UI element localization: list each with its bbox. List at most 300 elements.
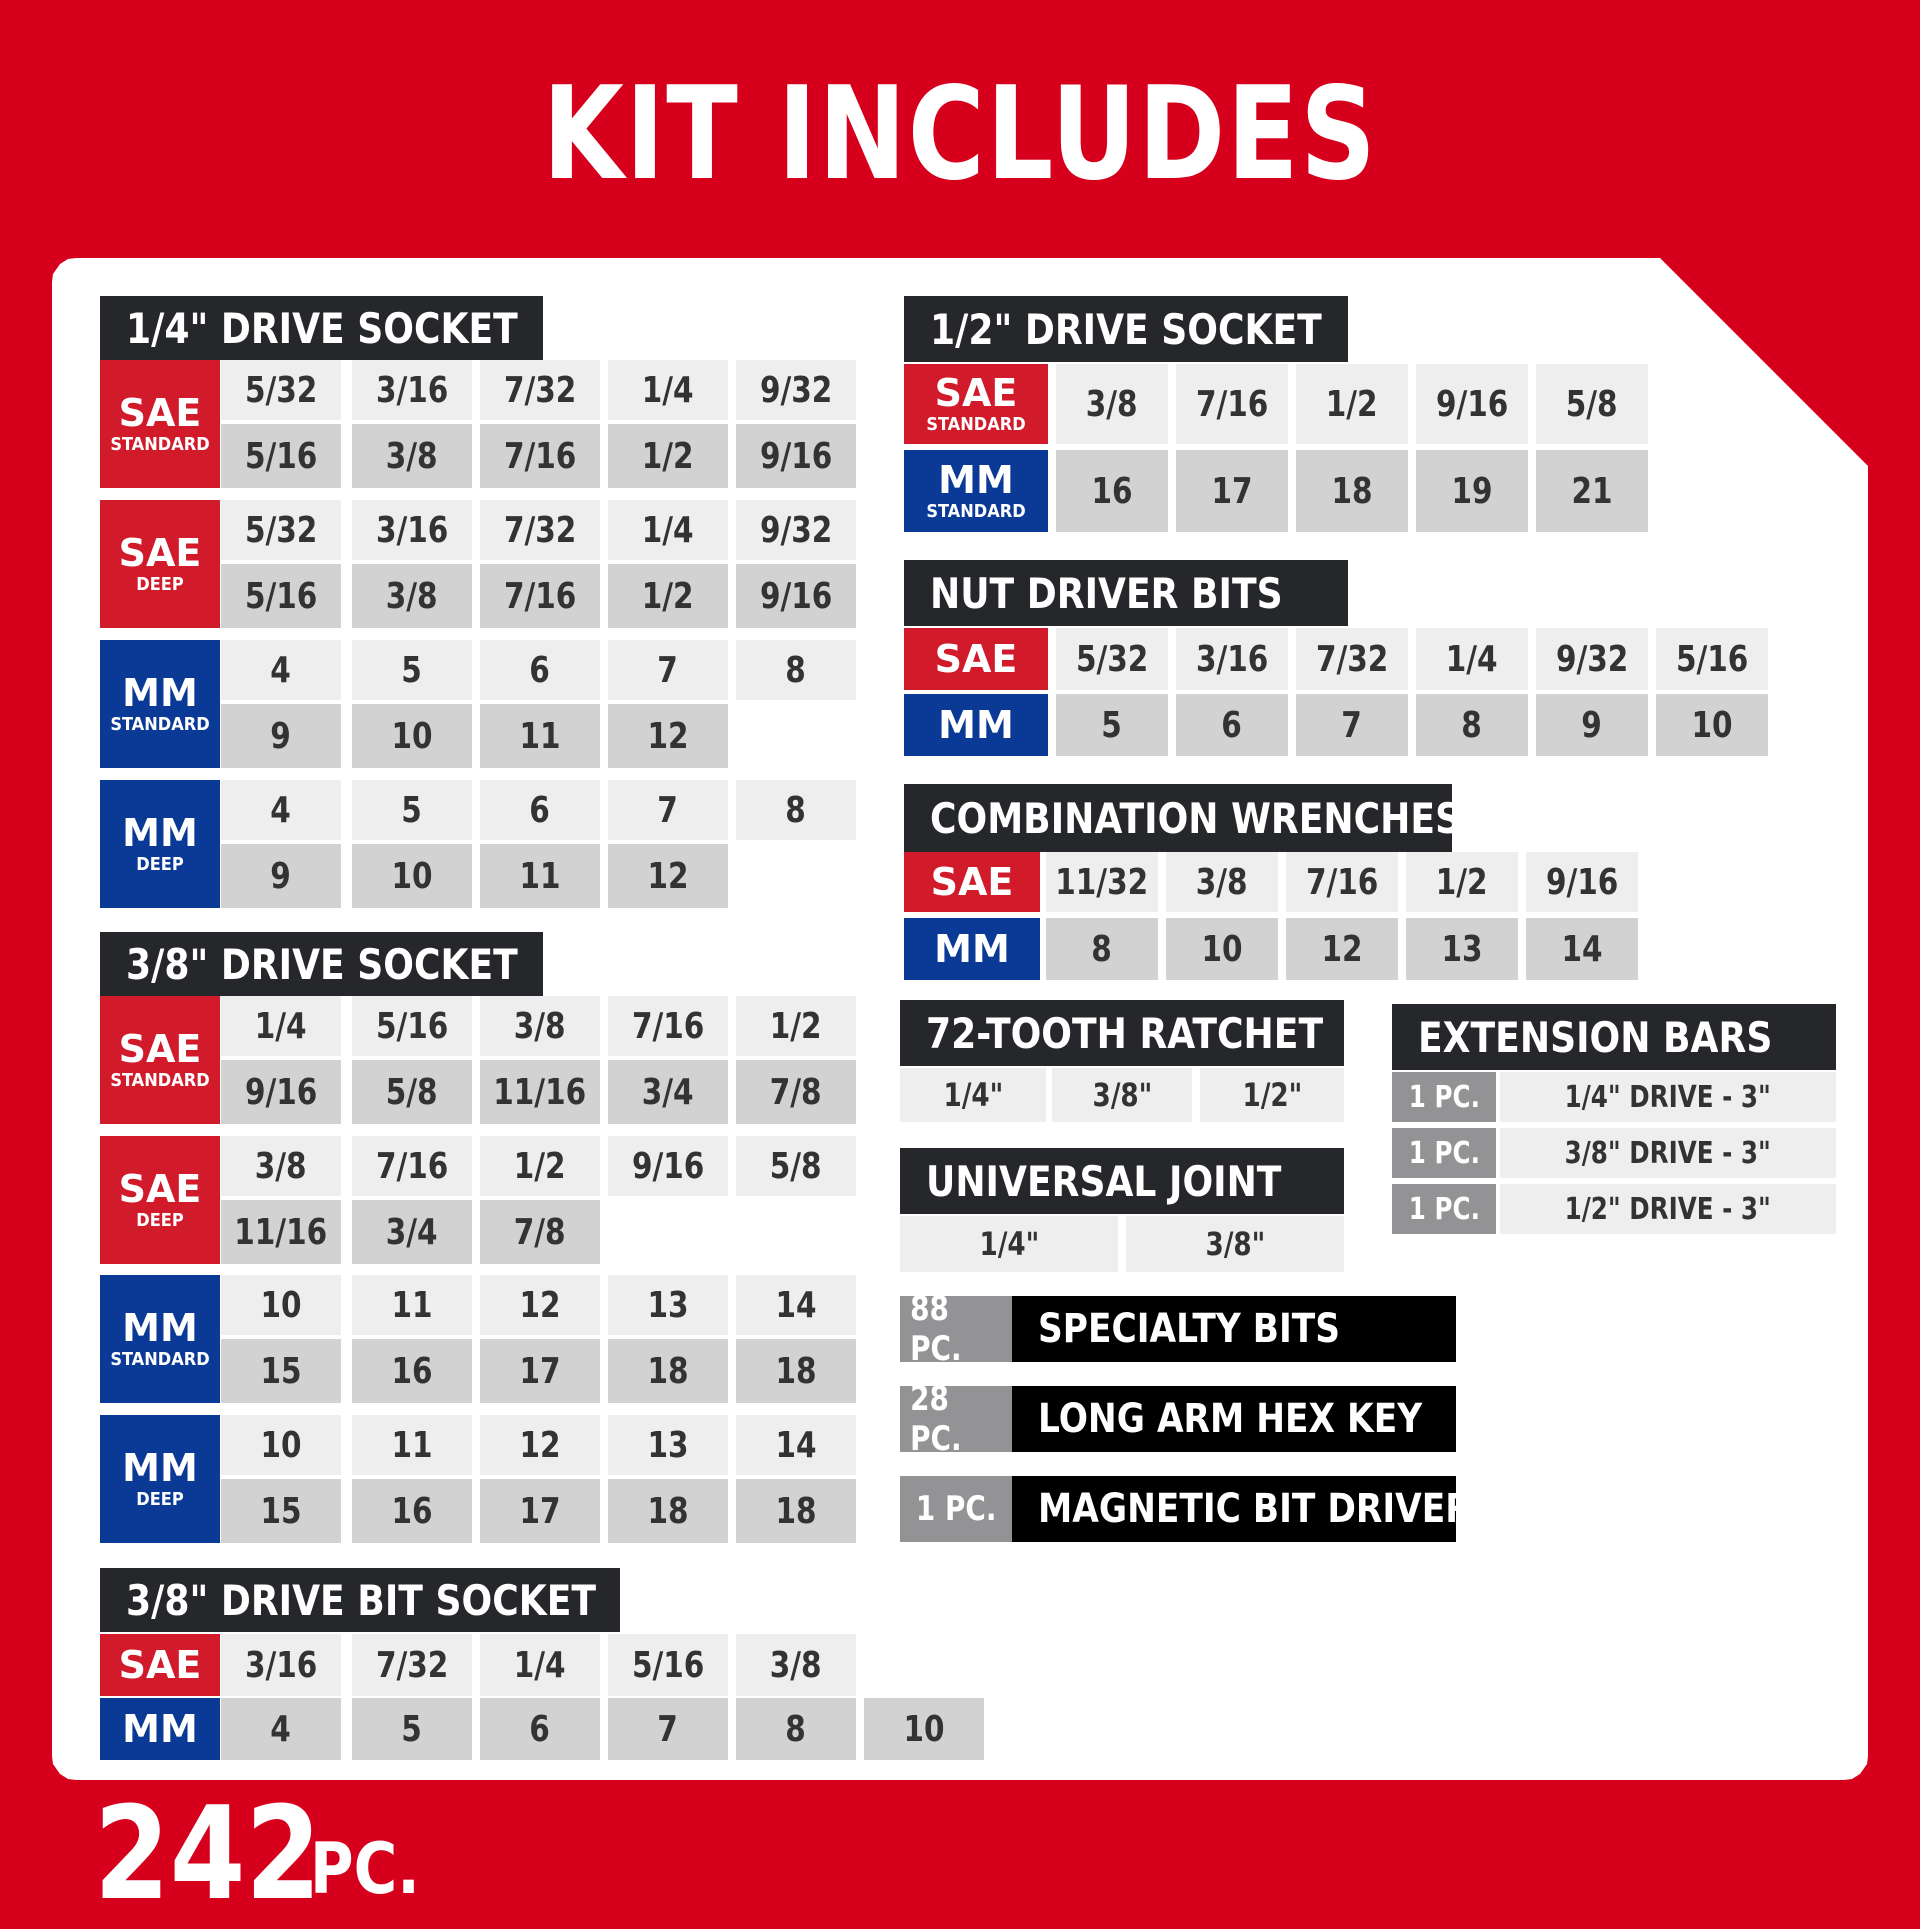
quarter_drive-group-1-label: SAE (118, 531, 202, 575)
quarter_drive-header-text: 1/4" DRIVE SOCKET (126, 303, 518, 353)
extension-desc (1500, 1072, 1836, 1122)
size-cell-text: 7/16 (375, 1145, 449, 1187)
size-cell-text: 16 (391, 1350, 433, 1392)
size-cell-text: 11/16 (234, 1211, 328, 1253)
size-cell (1176, 450, 1288, 532)
size-cell-text: 1/4 (255, 1005, 307, 1047)
size-cell-text: 17 (519, 1350, 561, 1392)
three_eighths_drive-group-2-label: MM (122, 1306, 198, 1350)
size-cell-text: 7 (657, 1708, 679, 1750)
size-cell (480, 360, 600, 420)
extra-item-name: MAGNETIC BIT DRIVER (1038, 1486, 1472, 1532)
size-cell (1046, 918, 1158, 980)
size-cell-text: 16 (391, 1490, 433, 1532)
size-cell-text: 12 (647, 855, 689, 897)
quarter_drive-group-3 (100, 780, 220, 908)
quarter_drive-group-1 (100, 500, 220, 628)
extension-desc-text: 1/4" DRIVE - 3" (1564, 1079, 1772, 1115)
combo-sae-label: SAE (930, 860, 1014, 904)
size-cell (608, 1634, 728, 1696)
size-cell-text: 12 (519, 1424, 561, 1466)
size-cell-text: 14 (775, 1284, 817, 1326)
size-cell-text: 8 (1091, 928, 1113, 970)
size-cell (608, 996, 728, 1056)
size-cell (736, 996, 856, 1056)
size-cell (1046, 852, 1158, 912)
size-cell (1056, 450, 1168, 532)
size-cell-text: 1/2 (770, 1005, 822, 1047)
three_eighths_drive-header-text: 3/8" DRIVE SOCKET (126, 939, 518, 989)
size-cell (352, 996, 472, 1056)
extension-desc-text: 3/8" DRIVE - 3" (1564, 1135, 1772, 1171)
size-cell-text: 5/16 (244, 575, 318, 617)
quarter_drive-group-3-sublabel: DEEP (136, 854, 184, 875)
size-cell-text: 9/16 (244, 1071, 318, 1113)
quarter_drive-group-2 (100, 640, 220, 768)
size-cell (221, 704, 341, 768)
size-cell-text: 10 (903, 1708, 945, 1750)
size-cell-text: 1/2 (1326, 383, 1378, 425)
size-cell-text: 15 (260, 1350, 302, 1392)
size-cell-text: 5 (1101, 704, 1123, 746)
size-cell (1056, 694, 1168, 756)
size-cell-text: 5 (401, 789, 423, 831)
three_eighths_drive-group-1 (100, 1136, 220, 1264)
size-cell-text: 3/4 (642, 1071, 694, 1113)
size-cell-text: 3/8 (1196, 861, 1248, 903)
size-cell (1406, 918, 1518, 980)
size-cell-text: 18 (775, 1350, 817, 1392)
size-cell (1656, 694, 1768, 756)
size-cell-text: 9 (270, 855, 292, 897)
size-cell-text: 9/16 (1435, 383, 1509, 425)
size-cell-text: 9/16 (759, 575, 833, 617)
size-cell (736, 1479, 856, 1543)
nut-driver-sae (904, 628, 1048, 690)
size-cell (352, 1698, 472, 1760)
size-cell (736, 564, 856, 628)
size-cell (352, 424, 472, 488)
combo-mm (904, 918, 1040, 980)
extension-desc (1500, 1184, 1836, 1234)
size-cell (608, 1060, 728, 1124)
size-cell-text: 13 (647, 1284, 689, 1326)
size-cell (608, 1339, 728, 1403)
size-cell (1056, 628, 1168, 690)
size-cell (221, 1698, 341, 1760)
size-cell-text: 1/2 (1436, 861, 1488, 903)
size-cell-text: 3/8" (1205, 1225, 1265, 1263)
size-cell (480, 1698, 600, 1760)
bit-socket-header (100, 1568, 620, 1632)
extra-item-0 (1012, 1296, 1456, 1362)
size-cell-text: 8 (1461, 704, 1483, 746)
size-cell (1536, 694, 1648, 756)
size-cell (221, 1200, 341, 1264)
qty-badge (1392, 1072, 1496, 1122)
size-cell (1126, 1216, 1344, 1272)
size-cell-text: 8 (785, 789, 807, 831)
size-cell-text: 7/32 (503, 369, 577, 411)
size-cell (1296, 628, 1408, 690)
combo-sae (904, 852, 1040, 912)
size-cell (1176, 694, 1288, 756)
quarter_drive-group-0-label: SAE (118, 391, 202, 435)
qty-badge-text: 1 PC. (1408, 1135, 1480, 1171)
size-cell (352, 780, 472, 840)
size-cell-text: 13 (1441, 928, 1483, 970)
qty-badge (1392, 1184, 1496, 1234)
half-drive-sae (904, 364, 1048, 444)
half-drive-header-text: 1/2" DRIVE SOCKET (930, 304, 1322, 354)
size-cell-text: 3/8 (386, 575, 438, 617)
extension-desc-text: 1/2" DRIVE - 3" (1564, 1191, 1772, 1227)
size-cell-text: 9 (270, 715, 292, 757)
size-cell-text: 4 (270, 1708, 292, 1750)
size-cell (1656, 628, 1768, 690)
size-cell (480, 500, 600, 560)
three_eighths_drive-group-0 (100, 996, 220, 1124)
size-cell (1416, 628, 1528, 690)
nut-driver-mm-label: MM (938, 703, 1014, 747)
size-cell (352, 640, 472, 700)
size-cell (1526, 918, 1638, 980)
size-cell (736, 1275, 856, 1335)
size-cell (352, 1479, 472, 1543)
size-cell-text: 10 (1201, 928, 1243, 970)
size-cell-text: 9 (1581, 704, 1603, 746)
size-cell (352, 1136, 472, 1196)
size-cell-text: 6 (529, 649, 551, 691)
ratchet-header (900, 1000, 1344, 1066)
size-cell-text: 3/16 (244, 1644, 318, 1686)
size-cell (1166, 852, 1278, 912)
size-cell (608, 360, 728, 420)
combo-header (904, 784, 1462, 852)
size-cell (480, 640, 600, 700)
size-cell (352, 704, 472, 768)
size-cell (608, 424, 728, 488)
size-cell-text: 5/8 (770, 1145, 822, 1187)
size-cell (608, 1136, 728, 1196)
size-cell-text: 11 (391, 1424, 433, 1466)
piece-count-number: 242 (94, 1780, 322, 1929)
size-cell (480, 1634, 600, 1696)
size-cell (221, 500, 341, 560)
size-cell (608, 844, 728, 908)
size-cell-text: 10 (391, 715, 433, 757)
extension-header (1392, 1004, 1836, 1070)
joint-header-text: UNIVERSAL JOINT (926, 1156, 1282, 1206)
size-cell (736, 640, 856, 700)
size-cell-text: 5/32 (244, 369, 318, 411)
size-cell (736, 1339, 856, 1403)
size-cell (352, 1060, 472, 1124)
size-cell (608, 704, 728, 768)
size-cell (736, 1136, 856, 1196)
size-cell (1406, 852, 1518, 912)
size-cell-text: 3/4 (386, 1211, 438, 1253)
piece-count-unit: PC. (310, 1828, 420, 1910)
size-cell-text: 3/8 (770, 1644, 822, 1686)
nut-driver-mm (904, 694, 1048, 756)
size-cell (736, 1634, 856, 1696)
size-cell-text: 18 (647, 1490, 689, 1532)
size-cell-text: 8 (785, 649, 807, 691)
size-cell (480, 844, 600, 908)
size-cell-text: 9/16 (631, 1145, 705, 1187)
size-cell (608, 1415, 728, 1475)
size-cell (1052, 1068, 1192, 1122)
quarter_drive-group-3-label: MM (122, 811, 198, 855)
size-cell-text: 7/8 (770, 1071, 822, 1113)
size-cell (480, 1200, 600, 1264)
size-cell (736, 1060, 856, 1124)
size-cell (1296, 364, 1408, 444)
size-cell-text: 4 (270, 789, 292, 831)
piece-count (94, 1780, 420, 1929)
nut-driver-sae-label: SAE (934, 637, 1018, 681)
size-cell (480, 1060, 600, 1124)
size-cell-text: 7/32 (375, 1644, 449, 1686)
extra-item-name: LONG ARM HEX KEY (1038, 1396, 1423, 1442)
size-cell (1286, 852, 1398, 912)
three_eighths_drive-group-2 (100, 1275, 220, 1403)
size-cell-text: 7 (1341, 704, 1363, 746)
size-cell-text: 9/16 (1545, 861, 1619, 903)
size-cell-text: 9/32 (759, 369, 833, 411)
size-cell-text: 7 (657, 789, 679, 831)
three_eighths_drive-group-0-label: SAE (118, 1027, 202, 1071)
size-cell (221, 1060, 341, 1124)
size-cell-text: 11 (519, 855, 561, 897)
size-cell (352, 1275, 472, 1335)
size-cell-text: 14 (775, 1424, 817, 1466)
size-cell (480, 1275, 600, 1335)
size-cell-text: 10 (260, 1424, 302, 1466)
size-cell-text: 3/8 (255, 1145, 307, 1187)
size-cell (480, 424, 600, 488)
size-cell (900, 1216, 1118, 1272)
size-cell-text: 9/32 (759, 509, 833, 551)
three_eighths_drive-group-1-sublabel: DEEP (136, 1210, 184, 1231)
size-cell (480, 780, 600, 840)
nut-driver-header-text: NUT DRIVER BITS (930, 568, 1283, 618)
size-cell-text: 7/16 (631, 1005, 705, 1047)
size-cell (1296, 694, 1408, 756)
size-cell-text: 1/4" (979, 1225, 1039, 1263)
size-cell-text: 14 (1561, 928, 1603, 970)
size-cell (221, 1415, 341, 1475)
size-cell (221, 844, 341, 908)
size-cell-text: 18 (647, 1350, 689, 1392)
size-cell-text: 9/16 (759, 435, 833, 477)
size-cell (1416, 694, 1528, 756)
size-cell-text: 5/8 (386, 1071, 438, 1113)
size-cell (1526, 852, 1638, 912)
size-cell-text: 3/16 (1195, 638, 1269, 680)
three_eighths_drive-header (100, 932, 543, 996)
quarter_drive-group-2-label: MM (122, 671, 198, 715)
size-cell-text: 10 (391, 855, 433, 897)
half-drive-header (904, 296, 1348, 362)
size-cell (352, 564, 472, 628)
size-cell (221, 1339, 341, 1403)
three_eighths_drive-group-3-label: MM (122, 1446, 198, 1490)
qty-badge-text: 1 PC. (915, 1489, 997, 1529)
size-cell (480, 1415, 600, 1475)
size-cell-text: 7/16 (1305, 861, 1379, 903)
size-cell-text: 1/4 (514, 1644, 566, 1686)
size-cell-text: 11 (519, 715, 561, 757)
size-cell (352, 1634, 472, 1696)
size-cell-text: 5/32 (244, 509, 318, 551)
size-cell (736, 780, 856, 840)
joint-header (900, 1148, 1344, 1214)
qty-badge-text: 88 PC. (910, 1289, 962, 1369)
size-cell-text: 5/32 (1075, 638, 1149, 680)
qty-badge (900, 1379, 1012, 1459)
size-cell-text: 16 (1091, 470, 1133, 512)
qty-badge-text: 1 PC. (1408, 1079, 1480, 1115)
size-cell (480, 1339, 600, 1403)
size-cell (736, 1698, 856, 1760)
quarter_drive-group-0-sublabel: STANDARD (110, 434, 210, 455)
size-cell-text: 11 (391, 1284, 433, 1326)
size-cell (900, 1068, 1046, 1122)
size-cell-text: 3/8 (1086, 383, 1138, 425)
size-cell-text: 3/8 (386, 435, 438, 477)
half-drive-mm (904, 450, 1048, 532)
size-cell (480, 704, 600, 768)
size-cell (1536, 364, 1648, 444)
size-cell (352, 360, 472, 420)
bit-socket-sae (100, 1634, 220, 1696)
three_eighths_drive-group-0-sublabel: STANDARD (110, 1070, 210, 1091)
size-cell-text: 3/8" (1092, 1076, 1152, 1114)
size-cell-text: 3/16 (375, 509, 449, 551)
extension-desc (1500, 1128, 1836, 1178)
size-cell-text: 7 (657, 649, 679, 691)
size-cell-text: 17 (519, 1490, 561, 1532)
quarter_drive-group-2-sublabel: STANDARD (110, 714, 210, 735)
size-cell-text: 1/2" (1242, 1076, 1302, 1114)
size-cell (608, 640, 728, 700)
three_eighths_drive-group-3-sublabel: DEEP (136, 1489, 184, 1510)
size-cell-text: 12 (647, 715, 689, 757)
size-cell-text: 1/4" (943, 1076, 1003, 1114)
size-cell-text: 1/4 (1446, 638, 1498, 680)
size-cell-text: 5 (401, 1708, 423, 1750)
size-cell (480, 996, 600, 1056)
size-cell-text: 1/4 (642, 509, 694, 551)
combo-mm-label: MM (934, 927, 1010, 971)
size-cell (1176, 364, 1288, 444)
size-cell-text: 13 (647, 1424, 689, 1466)
size-cell (480, 1479, 600, 1543)
size-cell (1536, 628, 1648, 690)
size-cell (608, 1479, 728, 1543)
size-cell-text: 5 (401, 649, 423, 691)
size-cell (608, 500, 728, 560)
size-cell (1536, 450, 1648, 532)
size-cell (221, 360, 341, 420)
three_eighths_drive-group-3 (100, 1415, 220, 1543)
size-cell-text: 7/16 (503, 435, 577, 477)
size-cell-text: 7/8 (514, 1211, 566, 1253)
size-cell (1416, 364, 1528, 444)
qty-badge (1392, 1128, 1496, 1178)
size-cell-text: 10 (1691, 704, 1733, 746)
size-cell (352, 1415, 472, 1475)
size-cell-text: 15 (260, 1490, 302, 1532)
size-cell-text: 1/2 (514, 1145, 566, 1187)
size-cell-text: 21 (1571, 470, 1613, 512)
size-cell-text: 18 (775, 1490, 817, 1532)
combo-header-text: COMBINATION WRENCHES (930, 793, 1462, 843)
size-cell-text: 4 (270, 649, 292, 691)
nut-driver-header (904, 560, 1348, 626)
size-cell-text: 17 (1211, 470, 1253, 512)
size-cell (1200, 1068, 1344, 1122)
size-cell (480, 1136, 600, 1196)
size-cell-text: 11/16 (493, 1071, 587, 1113)
size-cell-text: 6 (529, 1708, 551, 1750)
size-cell-text: 7/32 (503, 509, 577, 551)
size-cell (608, 1698, 728, 1760)
extension-header-text: EXTENSION BARS (1418, 1012, 1773, 1062)
size-cell (352, 1200, 472, 1264)
size-cell-text: 9/32 (1555, 638, 1629, 680)
size-cell (608, 564, 728, 628)
size-cell-text: 5/16 (244, 435, 318, 477)
size-cell (736, 424, 856, 488)
quarter_drive-group-0 (100, 360, 220, 488)
size-cell-text: 10 (260, 1284, 302, 1326)
size-cell (608, 780, 728, 840)
size-cell-text: 11/32 (1055, 861, 1149, 903)
size-cell (736, 1415, 856, 1475)
size-cell-text: 5/16 (1675, 638, 1749, 680)
half-drive-sae-sublabel: STANDARD (926, 414, 1026, 435)
size-cell (1416, 450, 1528, 532)
size-cell-text: 12 (1321, 928, 1363, 970)
bit-socket-sae-label: SAE (118, 1643, 202, 1687)
ratchet-header-text: 72-TOOTH RATCHET (926, 1008, 1324, 1058)
size-cell-text: 12 (519, 1284, 561, 1326)
extra-item-1 (1012, 1386, 1456, 1452)
size-cell-text: 5/16 (631, 1644, 705, 1686)
size-cell (221, 1275, 341, 1335)
qty-badge (900, 1476, 1012, 1542)
size-cell-text: 3/16 (375, 369, 449, 411)
size-cell (221, 640, 341, 700)
bit-socket-mm-label: MM (122, 1707, 198, 1751)
size-cell (221, 1136, 341, 1196)
size-cell-text: 3/8 (514, 1005, 566, 1047)
size-cell-text: 5/16 (375, 1005, 449, 1047)
size-cell-text: 1/2 (642, 575, 694, 617)
size-cell (221, 564, 341, 628)
extra-item-name: SPECIALTY BITS (1038, 1306, 1340, 1352)
size-cell (1286, 918, 1398, 980)
size-cell (352, 844, 472, 908)
half-drive-mm-sublabel: STANDARD (926, 501, 1026, 522)
size-cell (480, 564, 600, 628)
qty-badge-text: 28 PC. (910, 1379, 962, 1459)
size-cell-text: 5/8 (1566, 383, 1618, 425)
half-drive-mm-label: MM (938, 458, 1014, 502)
